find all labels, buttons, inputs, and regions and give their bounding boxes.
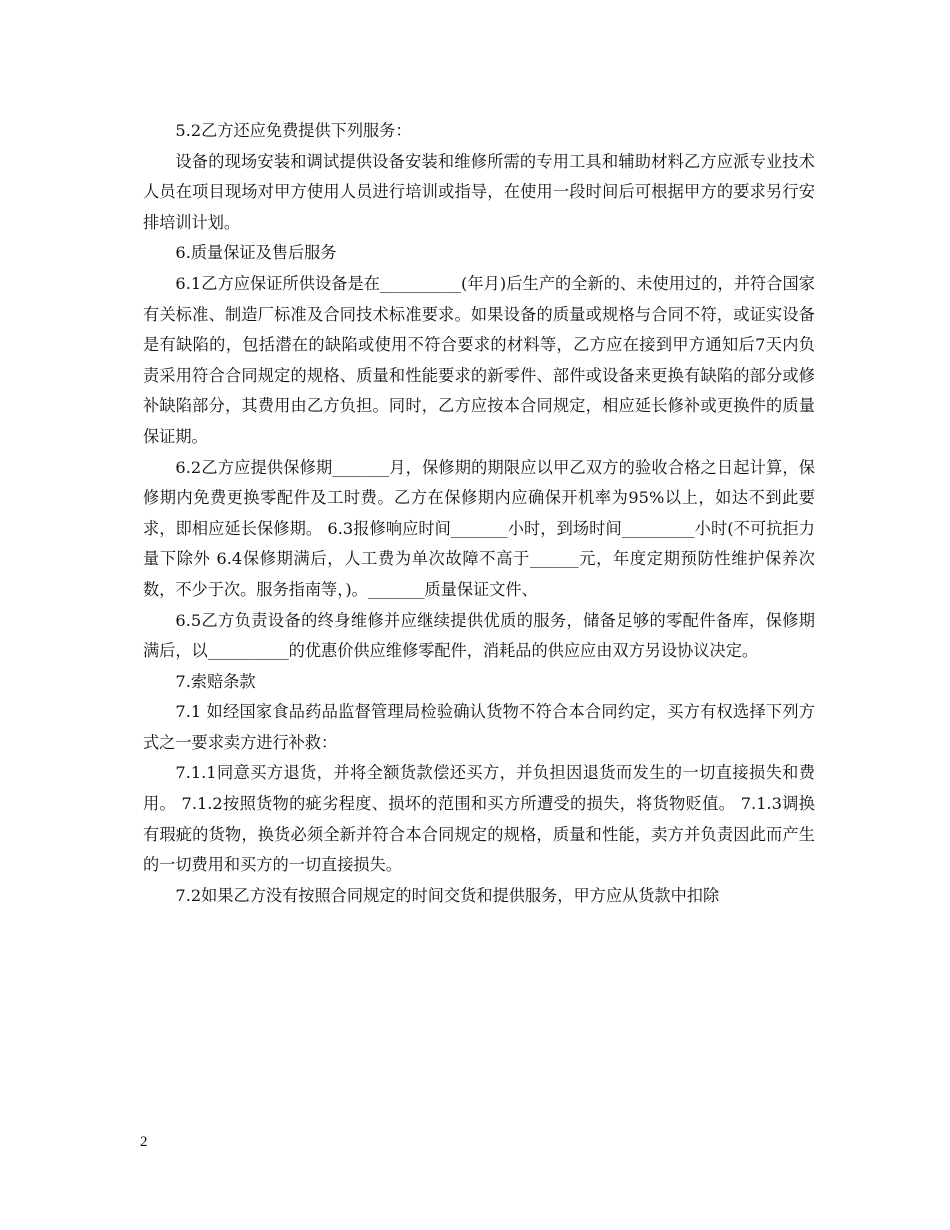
paragraph-services: 设备的现场安装和调试提供设备安装和维修所需的专用工具和辅助材料乙方应派专业技术人员在项目现场对甲方使用人员进行培训或指导，在使用一段时间后可根据甲方的要求另行安排培训计划。: [143, 151, 815, 232]
paragraph-7-1: 7.1 如经国家食品药品监督管理局检验确认货物不符合本合同约定，买方有权选择下列方式之一要求卖方进行补救：: [143, 702, 815, 752]
paragraph-6-1: 6.1乙方应保证所供设备是在__________(年月)后生产的全新的、未使用过的，并符合国家有关标准、制造厂标准及合同技术标准要求。如果设备的质量或规格与合同不符，或证实设备是有缺陷的，包括潜在的缺陷或使用不符合要求的材料等，乙方应在接到甲方通知后7天内负责采用符合合同规定的规格、质量和性能要求的新零件、部件或设备来更换有缺陷的部分或修补缺陷部分，其费用由乙方负担。同时，乙方应按本合同规定，相应延长修补或更换件的质量保证期。: [143, 273, 815, 446]
paragraph-6-5: 6.5乙方负责设备的终身维修并应继续提供优质的服务，储备足够的零配件备库，保修期满后，以__________的优惠价供应维修零配件，消耗品的供应应由双方另设协议决定。: [143, 610, 815, 661]
paragraph-7-2: 7.2如果乙方没有按照合同规定的时间交货和提供服务，甲方应从货款中扣除: [175, 885, 720, 905]
contract-body: [143, 116, 815, 911]
section-heading-6: 6.质量保证及售后服务: [175, 243, 337, 263]
page-number: 2: [140, 1134, 148, 1150]
paragraph-7-1-1: 7.1.1同意买方退货，并将全额货款偿还买方，并负担因退货而发生的一切直接损失和费用。 7.1.2按照货物的疵劣程度、损坏的范围和买方所遭受的损失，将货物贬值。 7.1.3调换有瑕疵的货物，换货必须全新并符合本合同规定的规格，质量和性能，卖方并负责因此而产生的一切费用和买方的一切直接损失。: [143, 763, 815, 875]
section-heading-7: 7.索赔条款: [175, 671, 256, 691]
paragraph-5-2: 5.2乙方还应免费提供下列服务：: [175, 121, 412, 140]
paragraph-6-2: 6.2乙方应提供保修期_______月，保修期的期限应以甲乙双方的验收合格之日起计算，保修期内免费更换零配件及工时费。乙方在保修期内应确保开机率为95%以上，如达不到此要求，即相应延长保修期。 6.3报修响应时间_______小时，到场时间_________小时(不可抗拒力量下除外 6.4保修期满后，人工费为单次故障不高于______元，年度定期预防性维护保养次数，不少于次。服务指南等，)。_______质量保证文件、: [143, 457, 815, 599]
